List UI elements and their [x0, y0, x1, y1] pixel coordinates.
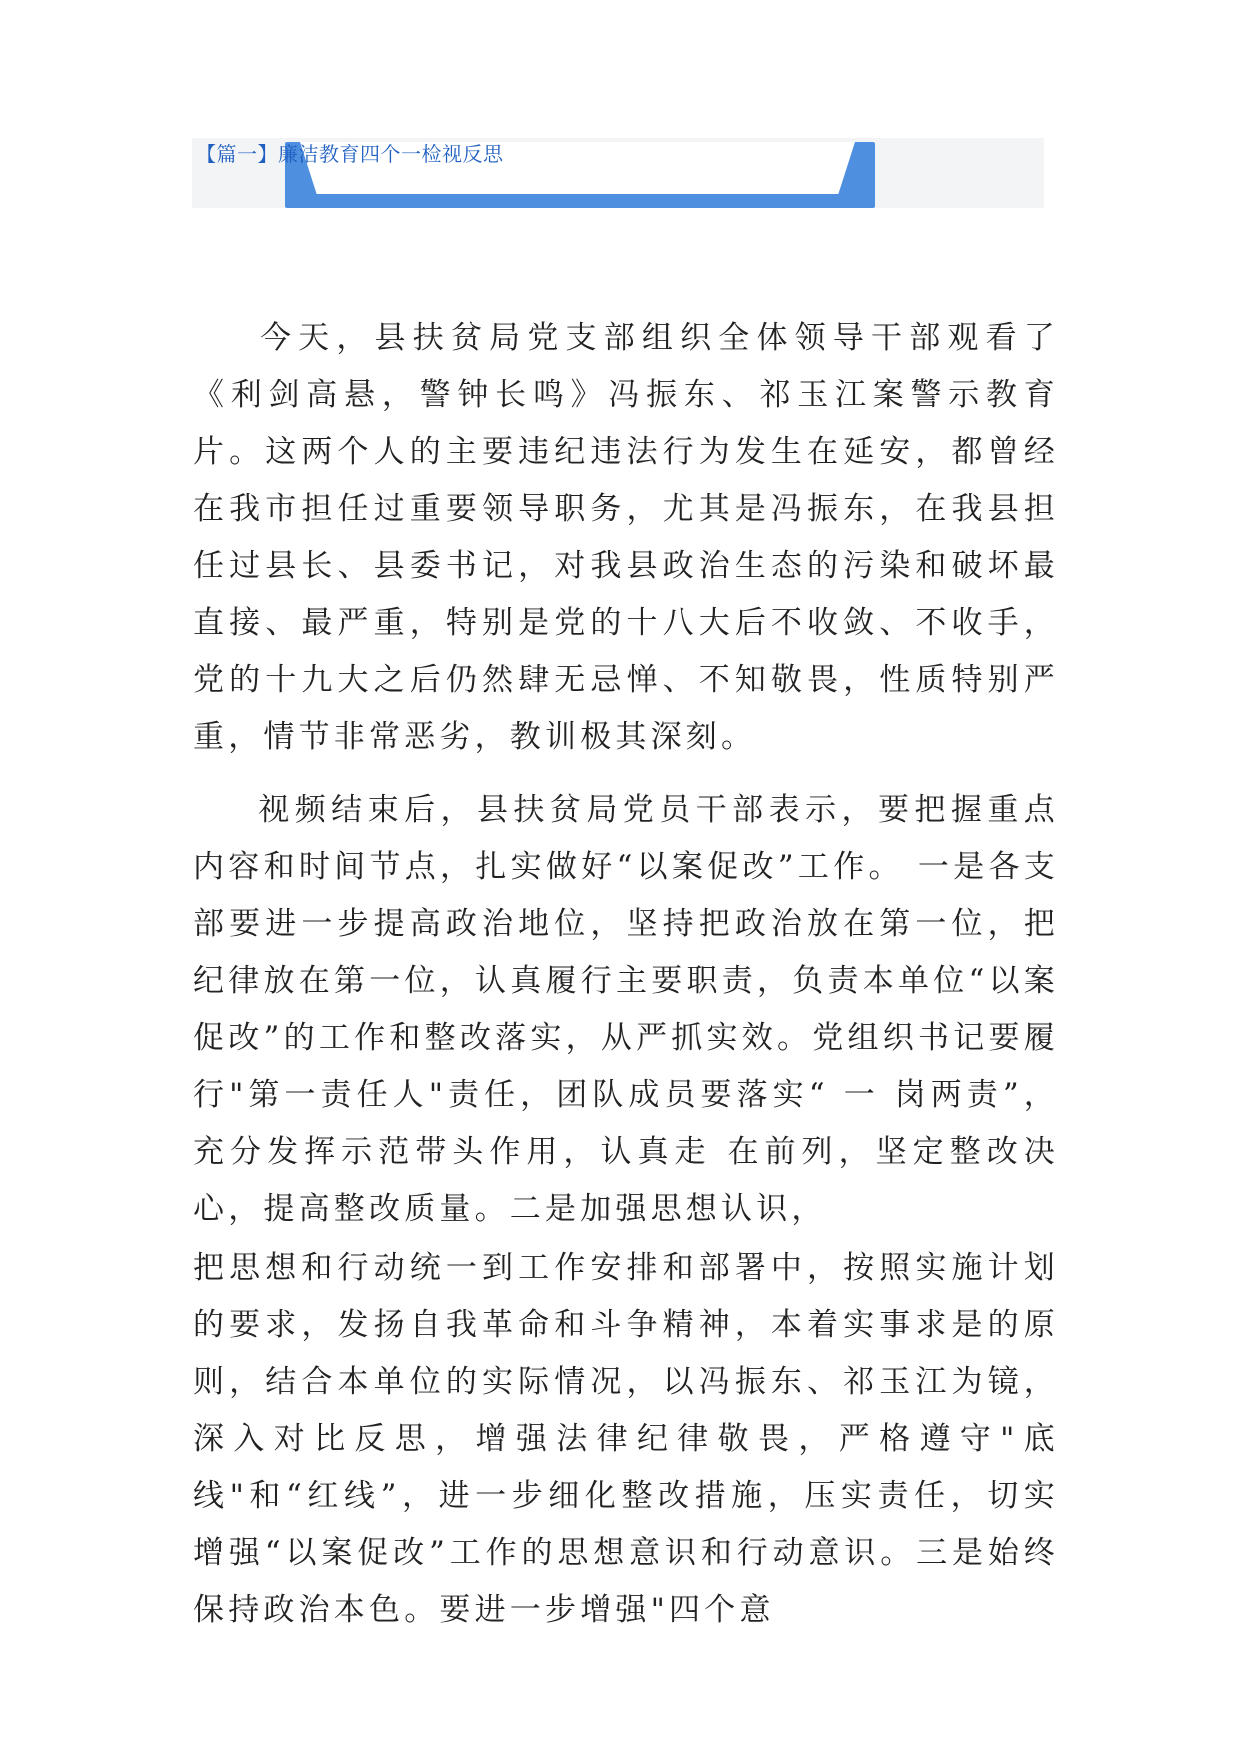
- paragraph-1-text: 今天，县扶贫局党支部组织全体领导干部观看了《利剑高悬，警钟长鸣》冯振东、祁玉江案警示教育片。这两个人的主要违纪违法行为发生在延安，都曾经在我市担任过重要领导职务，尤其是冯振东，在我县担任过县长、县委书记，对我县政治生态的污染和破坏最直接、最严重，特别是党的十八大后不收敛、不收手，党的十九大之后仍然肆无忌惮、不知敬畏，性质特别严重，情节非常恶劣，教训极其深刻。: [193, 320, 1059, 755]
- paragraph-2-text: 视频结束后，县扶贫局党员干部表示，要把握重点内容和时间节点，扎实做好“以案促改”工作。 一是各支部要进一步提高政治地位，坚持把政治放在第一位，把纪律放在第一位，认真履行主要职责，负责本单位“以案促改”的工作和整改落实，从严抓实效。党组织书记要履行"第一责任人"责任，团队成员要落实“ 一 岗两责”，充分发挥示范带头作用，认真走 在前列，坚定整改决心，提高整改质量。二是加强思想认识，: [193, 792, 1059, 1227]
- paragraph-3-text: 把思想和行动统一到工作安排和部署中，按照实施计划的要求，发扬自我革命和斗争精神，本着实事求是的原则，结合本单位的实际情况，以冯振东、祁玉江为镜，深入对比反思，增强法律纪律敬畏，严格遵守"底线"和“红线”，进一步细化整改措施，压实责任，切实增强“以案促改”工作的思想意识和行动意识。三是始终保持政治本色。要进一步增强"四个意: [193, 1250, 1059, 1628]
- document-title: 【篇一】廉洁教育四个一检视反思: [196, 142, 504, 166]
- paragraph-1: [193, 310, 1059, 766]
- paragraph-3: [193, 1240, 1059, 1639]
- paragraph-2: [193, 782, 1059, 1238]
